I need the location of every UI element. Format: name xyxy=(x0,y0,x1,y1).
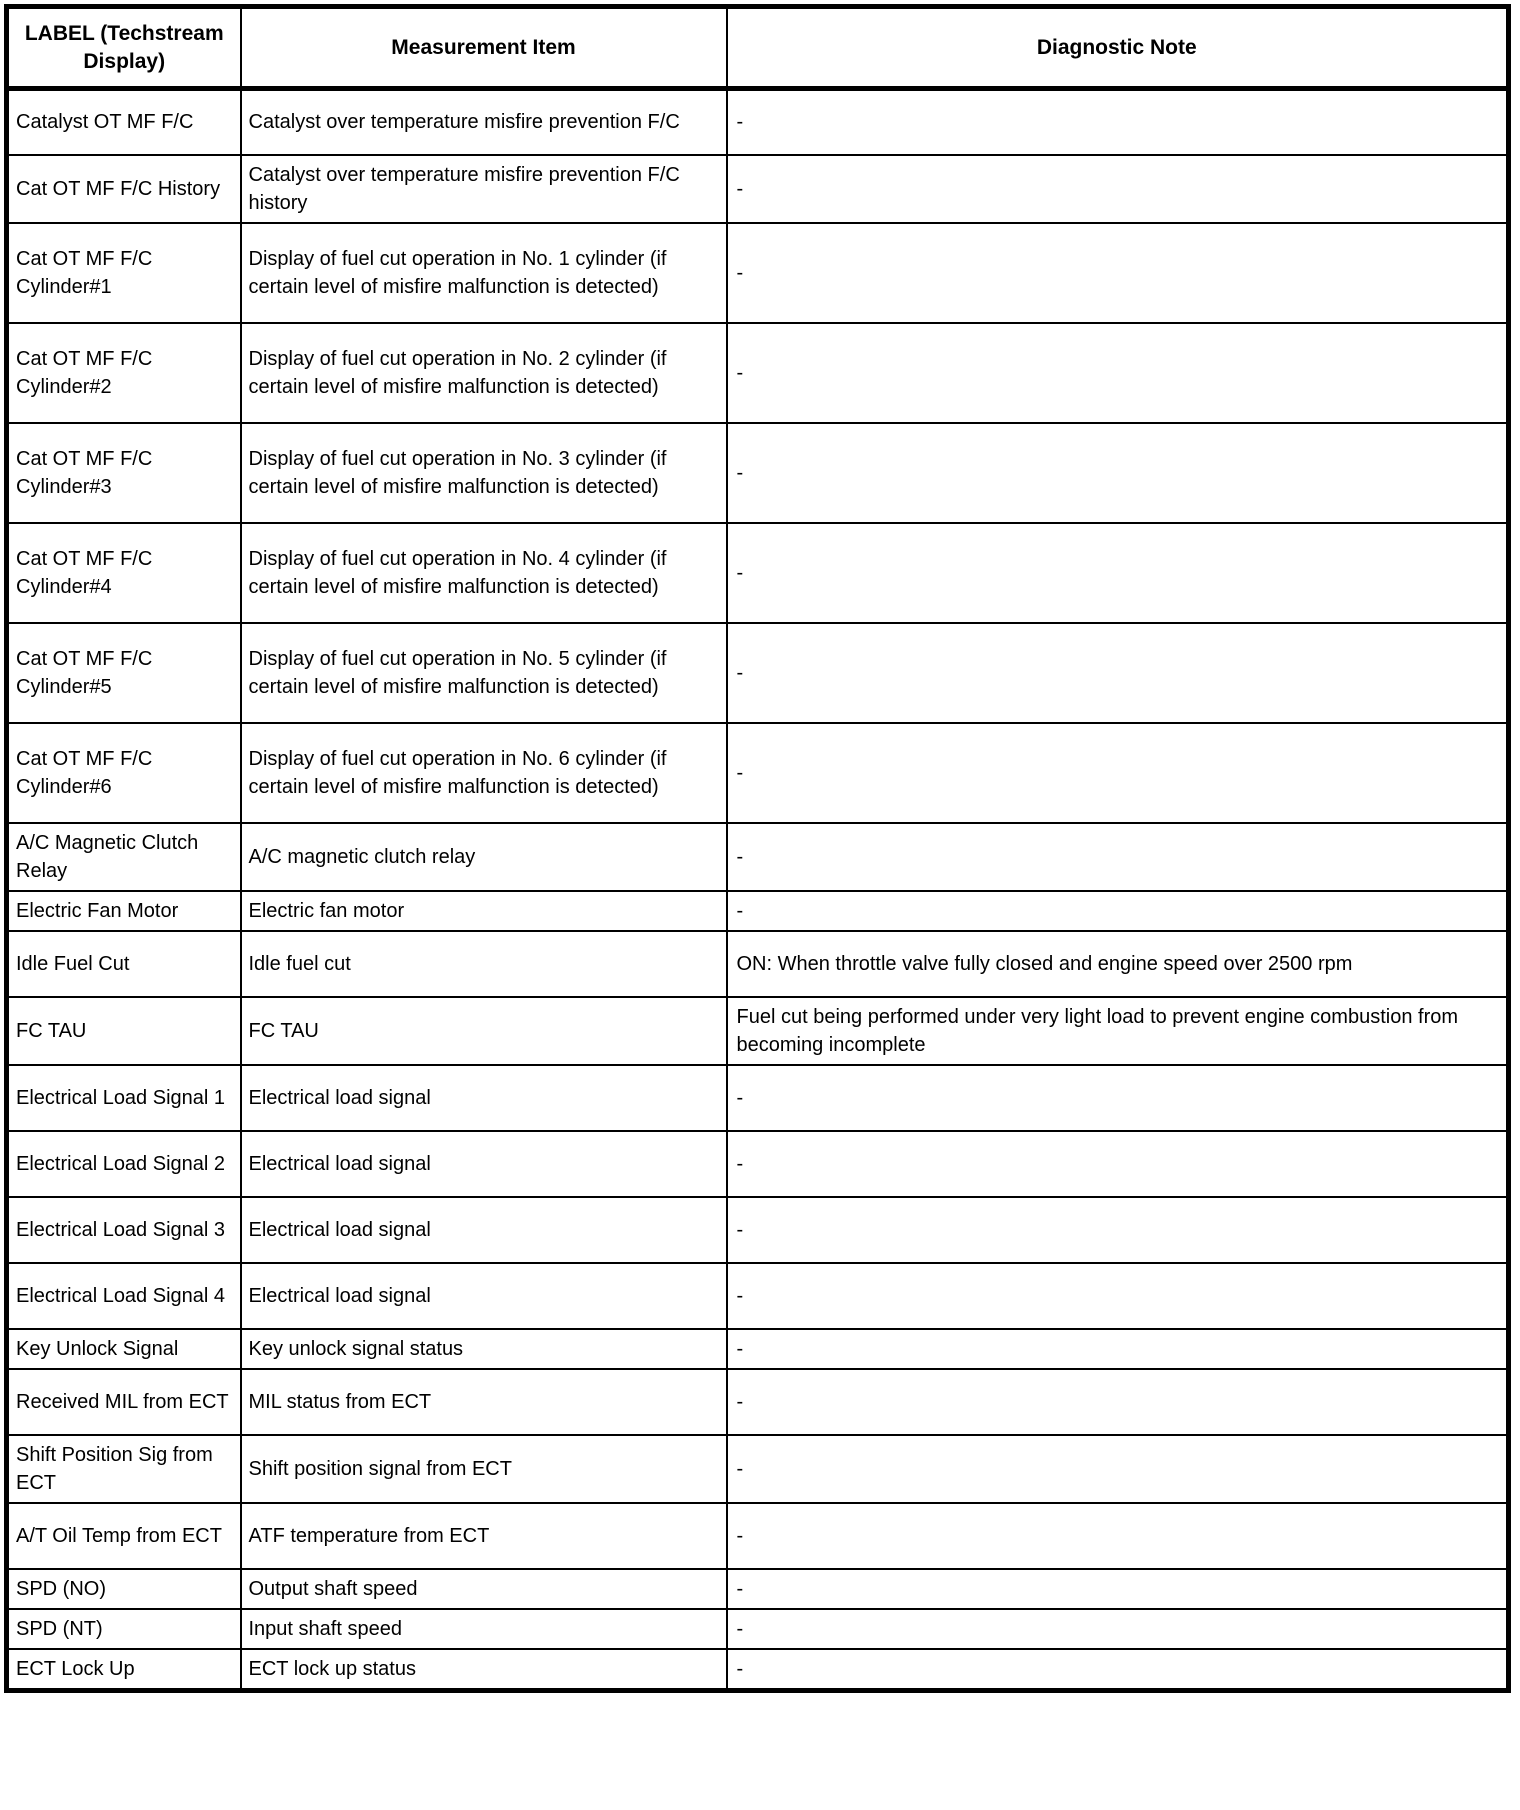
label-cell: Shift Position Sig from ECT xyxy=(7,1435,241,1503)
label-cell: Cat OT MF F/C Cylinder#3 xyxy=(7,423,241,523)
table-row xyxy=(7,823,1509,891)
table-row xyxy=(7,89,1509,155)
note-cell: - xyxy=(727,1369,1509,1435)
table-row xyxy=(7,1649,1509,1691)
note-cell: - xyxy=(727,1503,1509,1569)
measurement-cell: ATF temperature from ECT xyxy=(241,1503,727,1569)
table-row xyxy=(7,523,1509,623)
measurement-cell: MIL status from ECT xyxy=(241,1369,727,1435)
note-cell: - xyxy=(727,1263,1509,1329)
column-header-measurement-item: Measurement Item xyxy=(241,7,727,89)
measurement-cell: FC TAU xyxy=(241,997,727,1065)
label-cell: Cat OT MF F/C Cylinder#5 xyxy=(7,623,241,723)
label-cell: Electrical Load Signal 1 xyxy=(7,1065,241,1131)
measurement-cell: Key unlock signal status xyxy=(241,1329,727,1369)
measurement-cell: Catalyst over temperature misfire prevention F/C xyxy=(241,89,727,155)
note-cell: - xyxy=(727,1131,1509,1197)
measurement-cell: Display of fuel cut operation in No. 4 cylinder (if certain level of misfire malfunction is detected) xyxy=(241,523,727,623)
note-cell: - xyxy=(727,155,1509,223)
table-row xyxy=(7,423,1509,523)
measurement-cell: Electric fan motor xyxy=(241,891,727,931)
table-row xyxy=(7,723,1509,823)
measurement-cell: Electrical load signal xyxy=(241,1131,727,1197)
note-cell: - xyxy=(727,623,1509,723)
label-cell: Catalyst OT MF F/C xyxy=(7,89,241,155)
diagnostic-data-table xyxy=(4,4,1511,1693)
label-cell: Electrical Load Signal 2 xyxy=(7,1131,241,1197)
table-row xyxy=(7,1369,1509,1435)
measurement-cell: Display of fuel cut operation in No. 1 cylinder (if certain level of misfire malfunction is detected) xyxy=(241,223,727,323)
measurement-cell: Electrical load signal xyxy=(241,1197,727,1263)
label-cell: A/C Magnetic Clutch Relay xyxy=(7,823,241,891)
measurement-cell: Display of fuel cut operation in No. 5 cylinder (if certain level of misfire malfunction is detected) xyxy=(241,623,727,723)
measurement-cell: Display of fuel cut operation in No. 6 cylinder (if certain level of misfire malfunction is detected) xyxy=(241,723,727,823)
label-cell: SPD (NO) xyxy=(7,1569,241,1609)
label-cell: Electric Fan Motor xyxy=(7,891,241,931)
table-row xyxy=(7,1131,1509,1197)
label-cell: Cat OT MF F/C Cylinder#2 xyxy=(7,323,241,423)
label-cell: FC TAU xyxy=(7,997,241,1065)
note-cell: - xyxy=(727,423,1509,523)
measurement-cell: Shift position signal from ECT xyxy=(241,1435,727,1503)
table-row xyxy=(7,623,1509,723)
measurement-cell: Input shaft speed xyxy=(241,1609,727,1649)
label-cell: Idle Fuel Cut xyxy=(7,931,241,997)
table-row xyxy=(7,1263,1509,1329)
table-row xyxy=(7,155,1509,223)
note-cell: - xyxy=(727,723,1509,823)
note-cell: - xyxy=(727,1649,1509,1691)
note-cell: Fuel cut being performed under very light load to prevent engine combustion from becoming incomplete xyxy=(727,997,1509,1065)
table-row xyxy=(7,1197,1509,1263)
note-cell: - xyxy=(727,891,1509,931)
label-cell: SPD (NT) xyxy=(7,1609,241,1649)
table-row xyxy=(7,1503,1509,1569)
note-cell: - xyxy=(727,1329,1509,1369)
table-row xyxy=(7,891,1509,931)
table-header-row xyxy=(7,7,1509,89)
note-cell: - xyxy=(727,1065,1509,1131)
note-cell: - xyxy=(727,1609,1509,1649)
note-cell: - xyxy=(727,223,1509,323)
note-cell: - xyxy=(727,1569,1509,1609)
label-cell: Electrical Load Signal 3 xyxy=(7,1197,241,1263)
note-cell: - xyxy=(727,1197,1509,1263)
label-cell: Received MIL from ECT xyxy=(7,1369,241,1435)
column-header-diagnostic-note: Diagnostic Note xyxy=(727,7,1509,89)
label-cell: Cat OT MF F/C Cylinder#6 xyxy=(7,723,241,823)
measurement-cell: A/C magnetic clutch relay xyxy=(241,823,727,891)
note-cell: - xyxy=(727,823,1509,891)
column-header-label: LABEL (Techstream Display) xyxy=(7,7,241,89)
note-cell: ON: When throttle valve fully closed and engine speed over 2500 rpm xyxy=(727,931,1509,997)
measurement-cell: Electrical load signal xyxy=(241,1065,727,1131)
table-row xyxy=(7,1609,1509,1649)
note-cell: - xyxy=(727,323,1509,423)
label-cell: Cat OT MF F/C Cylinder#4 xyxy=(7,523,241,623)
measurement-cell: Display of fuel cut operation in No. 2 cylinder (if certain level of misfire malfunction is detected) xyxy=(241,323,727,423)
note-cell: - xyxy=(727,89,1509,155)
measurement-cell: Idle fuel cut xyxy=(241,931,727,997)
label-cell: Key Unlock Signal xyxy=(7,1329,241,1369)
label-cell: Electrical Load Signal 4 xyxy=(7,1263,241,1329)
measurement-cell: Display of fuel cut operation in No. 3 cylinder (if certain level of misfire malfunction is detected) xyxy=(241,423,727,523)
table-row xyxy=(7,1569,1509,1609)
table-row xyxy=(7,323,1509,423)
table-row xyxy=(7,931,1509,997)
label-cell: A/T Oil Temp from ECT xyxy=(7,1503,241,1569)
measurement-cell: Output shaft speed xyxy=(241,1569,727,1609)
measurement-cell: Electrical load signal xyxy=(241,1263,727,1329)
label-cell: Cat OT MF F/C Cylinder#1 xyxy=(7,223,241,323)
table-row xyxy=(7,1435,1509,1503)
table-row xyxy=(7,1329,1509,1369)
measurement-cell: ECT lock up status xyxy=(241,1649,727,1691)
table-row xyxy=(7,997,1509,1065)
note-cell: - xyxy=(727,523,1509,623)
note-cell: - xyxy=(727,1435,1509,1503)
label-cell: ECT Lock Up xyxy=(7,1649,241,1691)
measurement-cell: Catalyst over temperature misfire prevention F/C history xyxy=(241,155,727,223)
label-cell: Cat OT MF F/C History xyxy=(7,155,241,223)
table-row xyxy=(7,1065,1509,1131)
table-row xyxy=(7,223,1509,323)
